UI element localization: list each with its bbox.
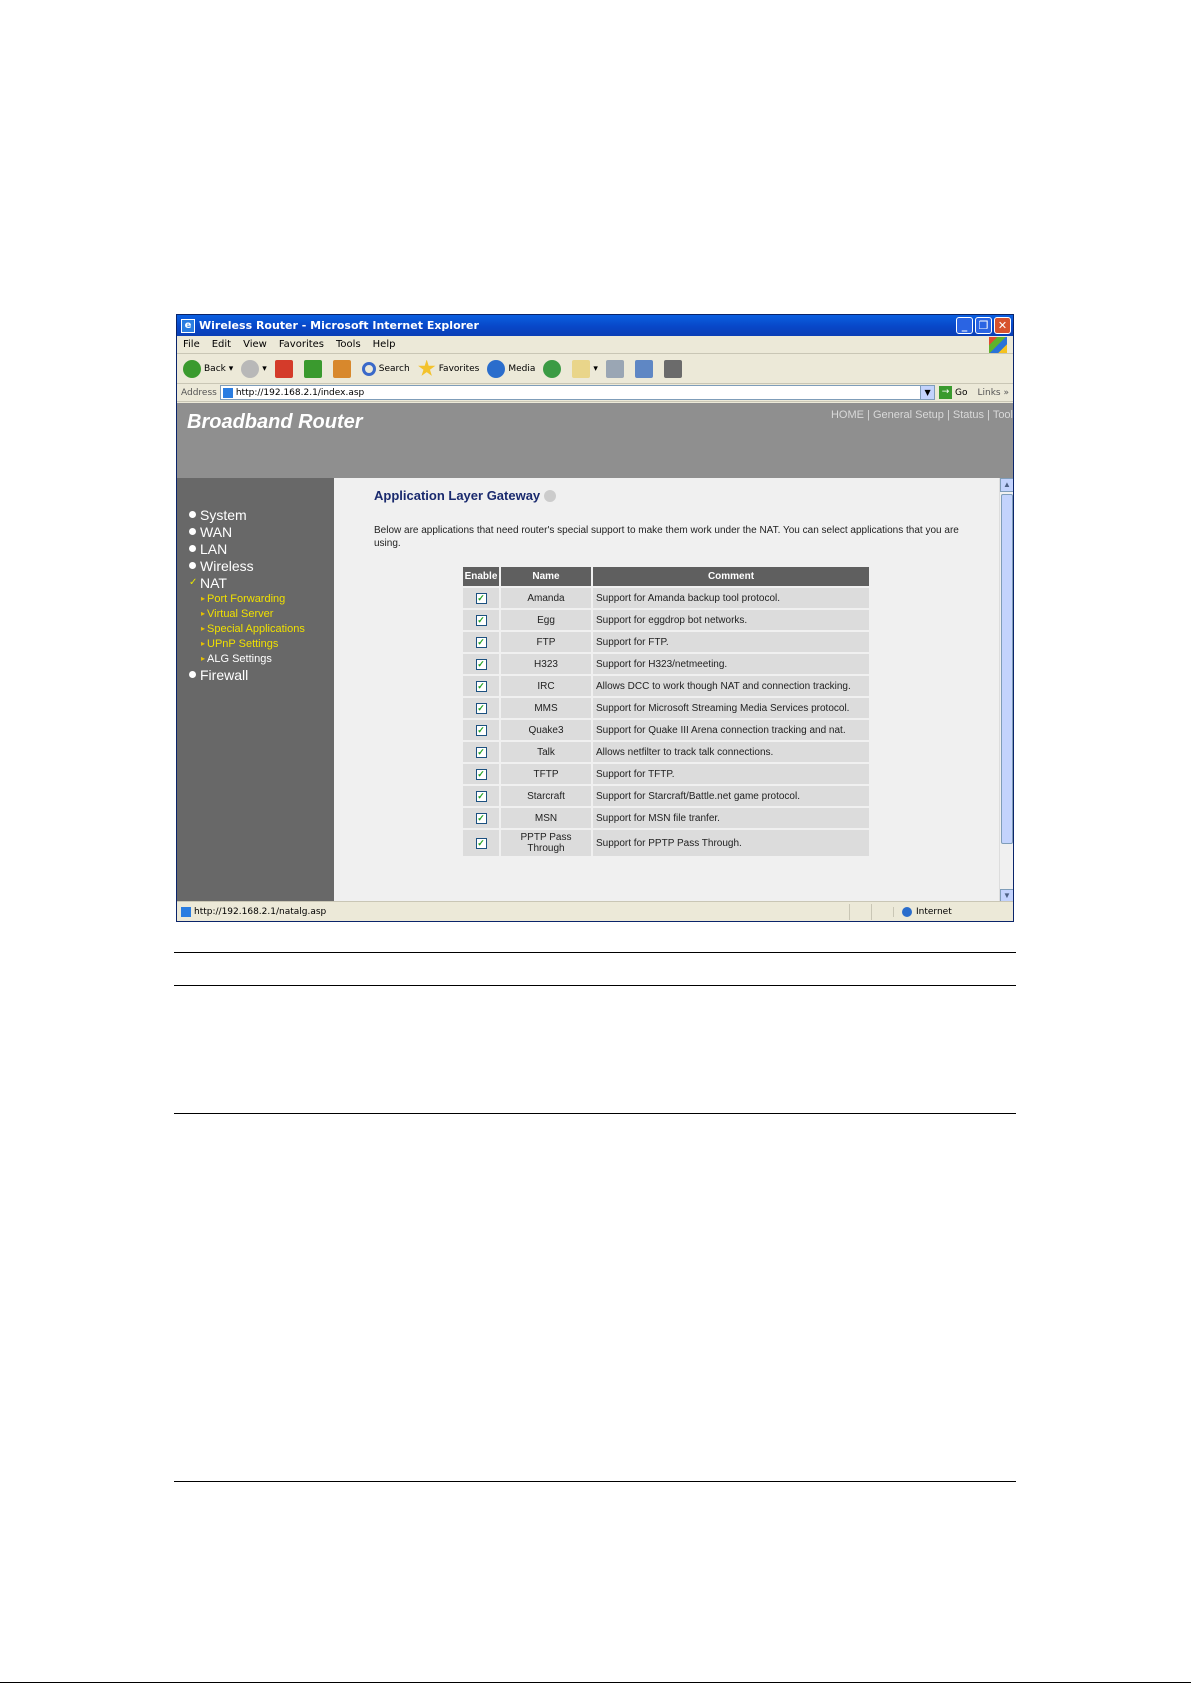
enable-cell [463, 676, 499, 696]
subnav-special-applications[interactable] [177, 621, 334, 636]
enable-checkbox[interactable]: ✓ [477, 680, 485, 691]
refresh-button[interactable] [304, 360, 325, 378]
address-url: http://192.168.2.1/index.asp [235, 387, 365, 398]
table-row [463, 786, 869, 806]
address-bar [177, 384, 1013, 402]
help-icon[interactable] [544, 490, 556, 502]
links-button[interactable]: Links » [977, 387, 1009, 398]
name-cell: TFTP [501, 764, 591, 784]
enable-cell [463, 654, 499, 674]
comment-cell: Support for Microsoft Streaming Media Services protocol. [593, 698, 869, 718]
comment-cell: Support for TFTP. [593, 764, 869, 784]
enable-checkbox[interactable]: ✓ [477, 746, 485, 757]
scroll-up-icon[interactable]: ▲ [1000, 478, 1014, 492]
table-row [463, 830, 869, 856]
intro-text: Below are applications that need router's special support to make them work under the NAT. You can select applications that you are using. [374, 525, 959, 549]
maximize-button[interactable]: ❐ [975, 317, 992, 334]
security-zone [893, 907, 1013, 917]
menu-help[interactable]: Help [372, 339, 396, 350]
table-row [463, 588, 869, 608]
address-dropdown-icon[interactable]: ▼ [920, 386, 934, 399]
page-title [374, 488, 556, 503]
enable-cell [463, 786, 499, 806]
go-label: Go [955, 387, 968, 398]
links-label: Links [977, 387, 1001, 398]
search-label: Search [378, 363, 410, 374]
comment-cell: Allows netfilter to track talk connections. [593, 742, 869, 762]
title-bar [177, 315, 1013, 336]
menu-favorites[interactable]: Favorites [278, 339, 325, 350]
address-label: Address [181, 387, 217, 398]
nav-firewall[interactable] [177, 666, 334, 683]
main-panel [334, 478, 999, 903]
subnav-label: ALG Settings [207, 652, 272, 665]
enable-cell [463, 610, 499, 630]
divider [174, 1481, 1016, 1482]
arrow-icon: ▸ [201, 639, 206, 648]
comment-cell: Support for eggdrop bot networks. [593, 610, 869, 630]
enable-checkbox[interactable]: ✓ [477, 592, 485, 603]
edit-button[interactable] [635, 360, 656, 378]
subnav-label: Port Forwarding [207, 592, 286, 605]
address-input[interactable] [220, 385, 935, 400]
name-cell: MMS [501, 698, 591, 718]
arrow-icon: ▸ [201, 594, 206, 603]
print-button[interactable] [606, 360, 627, 378]
name-cell: Quake3 [501, 720, 591, 740]
enable-checkbox[interactable]: ✓ [477, 768, 485, 779]
enable-cell [463, 808, 499, 828]
nav-lan[interactable] [177, 540, 334, 557]
windows-logo-icon [989, 337, 1007, 353]
back-button[interactable]: Back ▾ [183, 360, 233, 378]
enable-cell [463, 742, 499, 762]
comment-cell: Allows DCC to work though NAT and connection tracking. [593, 676, 869, 696]
favorites-button[interactable] [418, 360, 480, 378]
name-cell: IRC [501, 676, 591, 696]
nav-nat[interactable] [177, 574, 334, 591]
status-url [181, 907, 849, 917]
menu-bar [177, 336, 1013, 354]
bullet-icon [189, 545, 196, 552]
home-button[interactable] [333, 360, 354, 378]
enable-checkbox[interactable]: ✓ [477, 636, 485, 647]
enable-cell [463, 588, 499, 608]
divider [174, 952, 1016, 953]
go-arrow-icon: → [939, 386, 952, 399]
enable-cell [463, 764, 499, 784]
nav-system-label: System [200, 506, 247, 523]
forward-button[interactable]: ▾ [241, 360, 267, 378]
bullet-icon [189, 511, 196, 518]
bullet-icon [189, 562, 196, 569]
refresh-icon [304, 360, 322, 378]
subnav-port-forwarding[interactable] [177, 591, 334, 606]
scroll-down-icon[interactable]: ▼ [1000, 889, 1014, 903]
sidebar [177, 478, 334, 903]
table-row [463, 764, 869, 784]
table-row [463, 698, 869, 718]
menu-tools[interactable]: Tools [336, 339, 361, 350]
page-icon [181, 907, 191, 917]
arrow-icon: ▸ [201, 624, 206, 633]
back-label: Back [204, 363, 226, 374]
nav-system[interactable] [177, 506, 334, 523]
nav-wan[interactable] [177, 523, 334, 540]
subnav-label: Special Applications [207, 622, 305, 635]
footer-divider [0, 1682, 1191, 1683]
enable-checkbox[interactable]: ✓ [477, 724, 485, 735]
column-comment: Comment [593, 567, 869, 586]
table-row [463, 610, 869, 630]
divider [174, 1113, 1016, 1114]
enable-checkbox[interactable]: ✓ [477, 812, 485, 823]
history-icon [543, 360, 561, 378]
enable-cell [463, 632, 499, 652]
name-cell: Amanda [501, 588, 591, 608]
nav-nat-label: NAT [200, 574, 227, 591]
top-navigation[interactable]: HOME | General Setup | Status | Tool [830, 409, 1013, 421]
subnav-label: Virtual Server [207, 607, 274, 620]
history-button[interactable] [543, 360, 564, 378]
stop-button[interactable] [275, 360, 296, 378]
alg-table-body [463, 588, 869, 856]
minimize-button[interactable]: _ [956, 317, 973, 334]
column-name: Name [501, 567, 591, 586]
page-title-text: Application Layer Gateway [374, 488, 541, 503]
name-cell: Starcraft [501, 786, 591, 806]
name-cell: FTP [501, 632, 591, 652]
table-row [463, 742, 869, 762]
scrollbar-thumb[interactable] [1001, 494, 1013, 844]
stop-icon [275, 360, 293, 378]
subnav-upnp-settings[interactable] [177, 636, 334, 651]
nav-lan-label: LAN [200, 540, 228, 557]
ie-logo-icon: e [181, 319, 195, 333]
enable-checkbox[interactable]: ✓ [477, 658, 485, 669]
enable-cell [463, 698, 499, 718]
status-bar [177, 901, 1013, 921]
home-icon [333, 360, 351, 378]
name-cell: H323 [501, 654, 591, 674]
edit-icon [635, 360, 653, 378]
table-row [463, 654, 869, 674]
comment-cell: Support for Starcraft/Battle.net game protocol. [593, 786, 869, 806]
mail-icon [572, 360, 590, 378]
window-title: Wireless Router - Microsoft Internet Explorer [199, 319, 479, 332]
enable-checkbox[interactable]: ✓ [477, 790, 485, 801]
nav-wan-label: WAN [200, 523, 233, 540]
bullet-icon [189, 528, 196, 535]
globe-icon [902, 907, 912, 917]
media-button[interactable] [487, 360, 535, 378]
brand-title: Broadband Router [187, 411, 363, 433]
name-cell: Talk [501, 742, 591, 762]
status-segment [871, 904, 893, 920]
enable-checkbox[interactable]: ✓ [477, 702, 485, 713]
forward-arrow-icon [241, 360, 259, 378]
comment-cell: Support for PPTP Pass Through. [593, 830, 869, 856]
menu-view[interactable]: View [243, 339, 267, 350]
router-banner [177, 403, 1013, 478]
subnav-label: UPnP Settings [207, 637, 279, 650]
close-button[interactable]: ✕ [994, 317, 1011, 334]
page-content [177, 403, 1013, 903]
media-label: Media [508, 363, 536, 374]
media-icon [487, 360, 505, 378]
name-cell: MSN [501, 808, 591, 828]
search-button[interactable] [362, 362, 410, 376]
table-row [463, 676, 869, 696]
messenger-button[interactable] [664, 360, 685, 378]
search-icon [362, 362, 376, 376]
nav-wireless-label: Wireless [200, 557, 254, 574]
menu-file[interactable]: File [183, 339, 200, 350]
star-icon [418, 360, 436, 378]
browser-window [176, 314, 1014, 922]
arrow-icon: ▸ [201, 609, 206, 618]
comment-cell: Support for Amanda backup tool protocol. [593, 588, 869, 608]
alg-table [461, 565, 871, 858]
page-icon [223, 388, 233, 398]
name-cell: Egg [501, 610, 591, 630]
mail-button[interactable]: ▾ [572, 360, 598, 378]
name-cell: PPTP Pass Through [501, 830, 591, 856]
enable-checkbox[interactable]: ✓ [477, 614, 485, 625]
subnav-alg-settings[interactable] [177, 651, 334, 666]
menu-edit[interactable]: Edit [211, 339, 232, 350]
checkmark-icon: ✓ [189, 577, 198, 588]
divider [174, 985, 1016, 986]
status-url-text: http://192.168.2.1/natalg.asp [194, 906, 327, 917]
comment-cell: Support for H323/netmeeting. [593, 654, 869, 674]
go-button[interactable] [939, 386, 967, 399]
status-segment [849, 904, 871, 920]
messenger-icon [664, 360, 682, 378]
nav-firewall-label: Firewall [200, 666, 249, 683]
comment-cell: Support for FTP. [593, 632, 869, 652]
toolbar [177, 354, 1013, 384]
table-row [463, 632, 869, 652]
enable-cell [463, 830, 499, 856]
favorites-label: Favorites [438, 363, 480, 374]
comment-cell: Support for MSN file tranfer. [593, 808, 869, 828]
enable-checkbox[interactable]: ✓ [477, 837, 485, 848]
nav-wireless[interactable] [177, 557, 334, 574]
table-row [463, 808, 869, 828]
bullet-icon [189, 671, 196, 678]
back-arrow-icon [183, 360, 201, 378]
table-row [463, 720, 869, 740]
vertical-scrollbar[interactable] [999, 478, 1013, 903]
zone-label: Internet [916, 906, 952, 917]
subnav-virtual-server[interactable] [177, 606, 334, 621]
printer-icon [606, 360, 624, 378]
enable-cell [463, 720, 499, 740]
column-enable: Enable [463, 567, 499, 586]
comment-cell: Support for Quake III Arena connection tracking and nat. [593, 720, 869, 740]
arrow-icon: ▸ [201, 654, 206, 663]
